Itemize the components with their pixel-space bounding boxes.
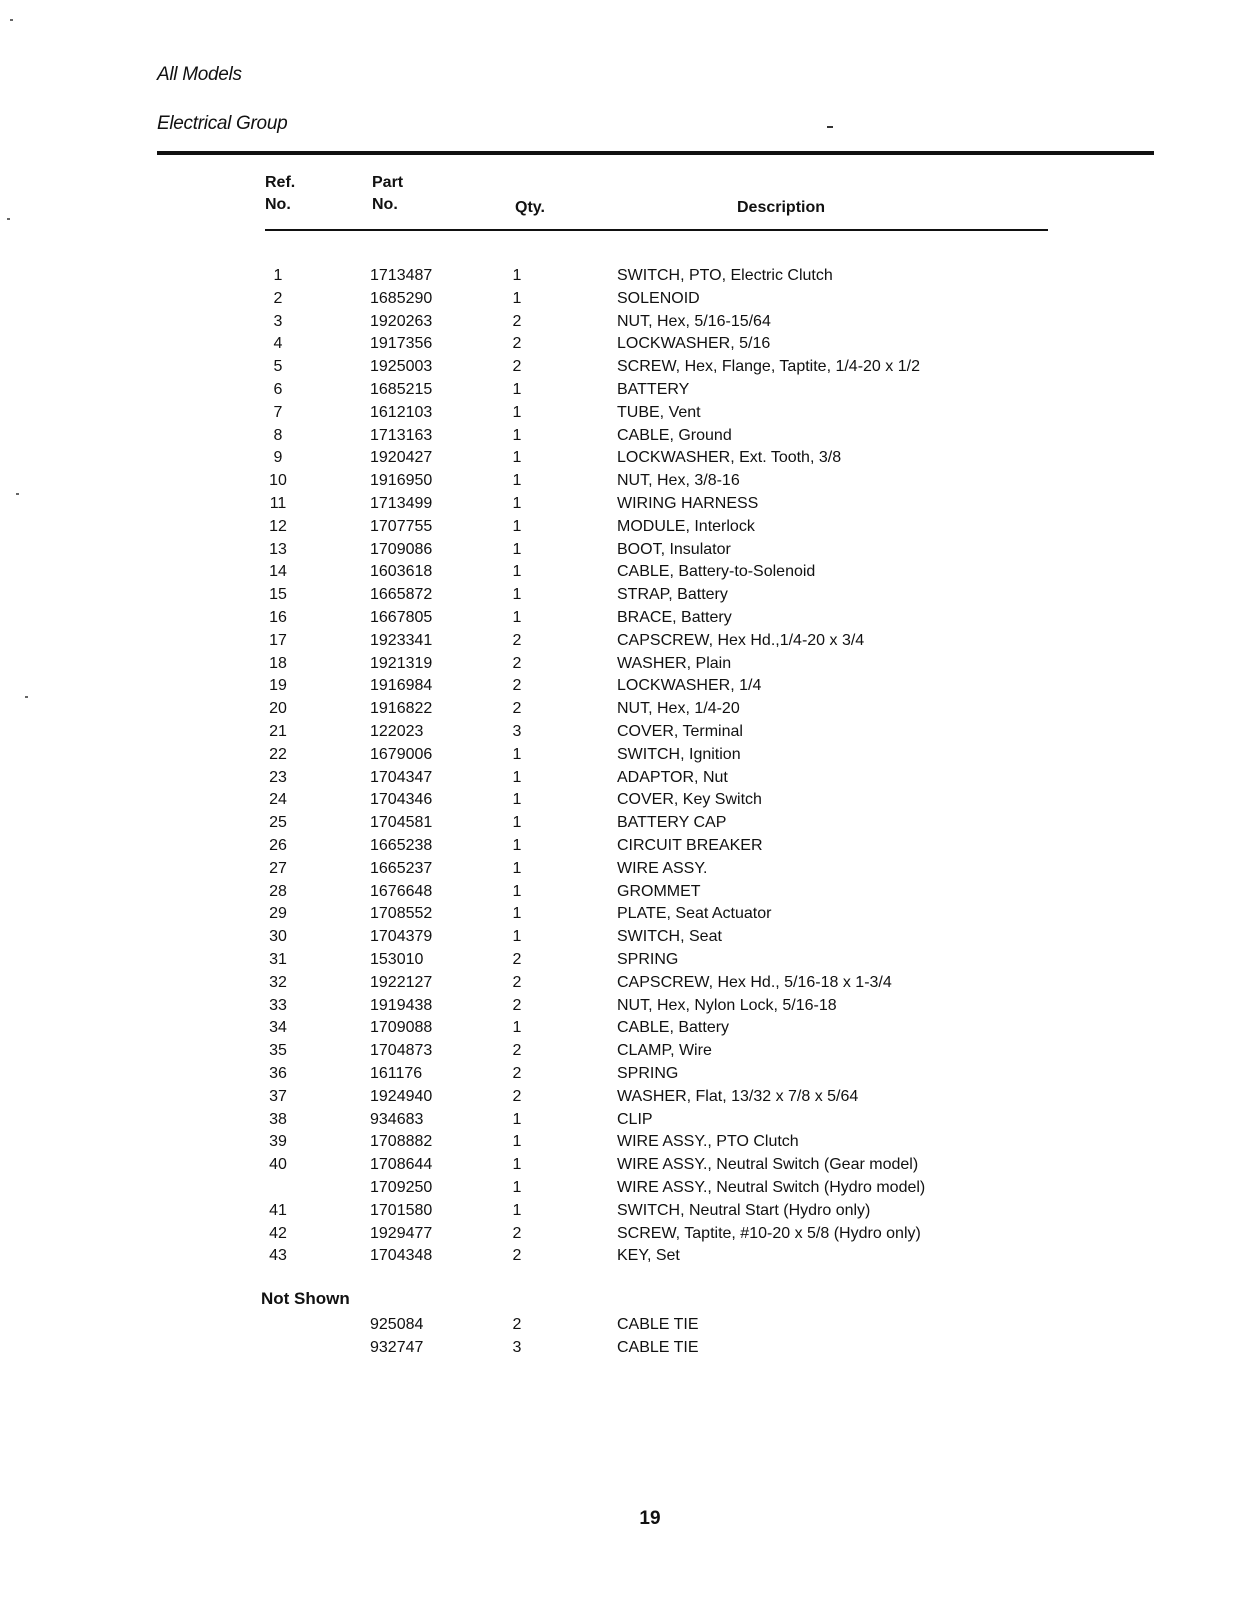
table-row: [0, 697, 1237, 720]
part-number-cell: 1708552: [370, 905, 433, 923]
page-number: 19: [639, 1508, 661, 1529]
ref-cell: 35: [269, 1042, 287, 1060]
part-number-cell: 161176: [370, 1065, 423, 1082]
part-number-cell: 1916984: [370, 677, 433, 695]
part-number-cell: 1924940: [370, 1087, 433, 1105]
part-number-cell: 1704873: [370, 1042, 433, 1060]
part-number-cell: 1704347: [370, 768, 433, 786]
qty-cell: 1: [512, 586, 522, 604]
table-row: [0, 492, 1237, 515]
description-cell: CAPSCREW, Hex Hd., 5/16-18 x 1-3/4: [617, 973, 892, 991]
qty-cell: 1: [512, 381, 522, 398]
part-number-cell: 1919438: [370, 996, 433, 1014]
table-row: [0, 811, 1237, 834]
description-cell: SPRING: [617, 1065, 679, 1082]
ref-cell: 8: [273, 426, 283, 444]
description-cell: SWITCH, Ignition: [617, 745, 741, 763]
table-row: [0, 1153, 1237, 1176]
part-number-cell: 1922127: [370, 973, 433, 991]
ref-cell: 29: [269, 905, 287, 923]
table-row: [0, 1108, 1237, 1131]
part-number-cell: 1709086: [370, 540, 433, 558]
part-number-cell: 1665238: [370, 837, 433, 854]
table-row: [0, 902, 1237, 925]
ref-cell: 17: [269, 631, 287, 649]
part-number-cell: 925084: [370, 1316, 424, 1333]
table-row: [0, 515, 1237, 538]
col-part-line1: Part: [372, 174, 404, 191]
part-number-cell: 934683: [370, 1110, 424, 1128]
description-cell: CABLE, Battery: [617, 1019, 730, 1037]
ref-cell: 37: [269, 1087, 287, 1105]
table-row: [0, 560, 1237, 583]
description-cell: CIRCUIT BREAKER: [617, 837, 763, 854]
ref-cell: 1: [273, 267, 283, 284]
part-number-cell: 1713499: [370, 495, 433, 512]
description-cell: WIRE ASSY., Neutral Switch (Gear model): [617, 1156, 919, 1174]
part-number-cell: 1704348: [370, 1247, 433, 1265]
part-number-cell: 1704379: [370, 928, 433, 946]
table-row: [0, 1130, 1237, 1153]
part-number-cell: 1920427: [370, 449, 433, 467]
table-row: [0, 310, 1237, 333]
description-cell: WASHER, Plain: [617, 654, 732, 672]
part-number-cell: 122023: [370, 723, 424, 740]
table-row: [0, 1313, 1237, 1336]
part-number-cell: 1707755: [370, 517, 433, 535]
qty-cell: 2: [512, 631, 522, 649]
description-cell: NUT, Hex, 5/16-15/64: [617, 312, 771, 330]
table-row: [0, 743, 1237, 766]
table-row: [0, 1176, 1237, 1199]
part-number-cell: 1916950: [370, 472, 433, 490]
qty-cell: 1: [512, 814, 522, 832]
ref-cell: 38: [269, 1110, 287, 1128]
description-cell: BATTERY: [617, 381, 690, 398]
qty-cell: 1: [512, 289, 522, 307]
description-cell: COVER, Terminal: [617, 723, 743, 740]
description-cell: CABLE TIE: [617, 1338, 699, 1356]
table-row: [0, 424, 1237, 447]
ref-cell: 39: [269, 1133, 287, 1151]
qty-cell: 2: [512, 1247, 522, 1265]
description-cell: LOCKWASHER, 1/4: [617, 677, 762, 695]
header-rule: [157, 151, 1154, 155]
qty-cell: 1: [512, 449, 522, 467]
description-cell: SPRING: [617, 951, 679, 968]
part-number-cell: 1916822: [370, 700, 433, 718]
description-cell: CLAMP, Wire: [617, 1042, 712, 1060]
table-row: [0, 948, 1237, 971]
ref-cell: 18: [269, 654, 287, 672]
qty-cell: 2: [512, 335, 522, 353]
qty-cell: 1: [512, 1110, 522, 1128]
table-row: [0, 1085, 1237, 1108]
group-heading: Electrical Group: [157, 113, 288, 134]
part-number-cell: 1704581: [370, 814, 433, 832]
qty-cell: 2: [512, 996, 522, 1014]
table-row: [0, 629, 1237, 652]
part-number-cell: 1704346: [370, 791, 433, 809]
table-row: [0, 766, 1237, 789]
qty-cell: 1: [512, 403, 522, 421]
ref-cell: 25: [269, 814, 287, 832]
qty-cell: 1: [512, 905, 522, 923]
part-number-cell: 1709088: [370, 1019, 433, 1037]
qty-cell: 1: [512, 859, 522, 877]
qty-cell: 2: [512, 973, 522, 991]
qty-cell: 2: [512, 1224, 522, 1242]
part-number-cell: 1685215: [370, 381, 433, 398]
table-row: [0, 971, 1237, 994]
ref-cell: 28: [269, 882, 287, 900]
ref-cell: 10: [269, 472, 287, 490]
part-number-cell: 1917356: [370, 335, 433, 353]
table-row: [0, 1039, 1237, 1062]
qty-cell: 1: [512, 1019, 522, 1037]
ref-cell: 41: [269, 1201, 287, 1219]
description-cell: WIRING HARNESS: [617, 495, 759, 512]
table-header-rule: [265, 229, 1048, 231]
description-cell: SCREW, Taptite, #10-20 x 5/8 (Hydro only): [617, 1224, 921, 1242]
part-number-cell: 932747: [370, 1338, 424, 1356]
part-number-cell: 1676648: [370, 882, 433, 900]
description-cell: BRACE, Battery: [617, 609, 732, 626]
ref-cell: 42: [269, 1224, 287, 1242]
description-cell: CABLE TIE: [617, 1316, 699, 1333]
table-row: [0, 1244, 1237, 1267]
table-row: [0, 652, 1237, 675]
description-cell: TUBE, Vent: [617, 403, 701, 421]
part-number-cell: 1612103: [370, 403, 433, 421]
qty-cell: 1: [512, 472, 522, 490]
part-number-cell: 1921319: [370, 654, 433, 672]
description-cell: ADAPTOR, Nut: [617, 768, 728, 786]
table-row: [0, 355, 1237, 378]
table-row: [0, 925, 1237, 948]
table-row: [0, 264, 1237, 287]
ref-cell: 30: [269, 928, 287, 946]
table-row: [0, 880, 1237, 903]
description-cell: CLIP: [617, 1110, 653, 1128]
qty-cell: 2: [512, 700, 522, 718]
table-row: [0, 674, 1237, 697]
ref-cell: 32: [269, 973, 287, 991]
description-cell: NUT, Hex, Nylon Lock, 5/16-18: [617, 996, 837, 1014]
ref-cell: 11: [269, 495, 287, 512]
part-number-cell: 1679006: [370, 745, 433, 763]
part-number-cell: 1665872: [370, 586, 433, 604]
qty-cell: 1: [512, 791, 522, 809]
part-number-cell: 1923341: [370, 631, 433, 649]
table-row: [0, 1016, 1237, 1039]
table-row: [0, 332, 1237, 355]
table-row: [0, 606, 1237, 629]
qty-cell: 2: [512, 654, 522, 672]
qty-cell: 1: [512, 837, 522, 854]
ref-cell: 20: [269, 700, 287, 718]
qty-cell: 1: [512, 745, 522, 763]
table-row: [0, 287, 1237, 310]
description-cell: CABLE, Battery-to-Solenoid: [617, 563, 816, 581]
qty-cell: 2: [512, 1065, 522, 1082]
part-number-cell: 1701580: [370, 1201, 433, 1219]
qty-cell: 2: [512, 1316, 522, 1333]
ref-cell: 26: [269, 837, 287, 854]
qty-cell: 3: [512, 723, 522, 740]
ref-cell: 33: [269, 996, 287, 1014]
table-row: [0, 788, 1237, 811]
ref-cell: 31: [269, 951, 287, 968]
part-number-cell: 1685290: [370, 289, 433, 307]
col-qty-header: Qty.: [515, 199, 545, 216]
description-cell: PLATE, Seat Actuator: [617, 905, 772, 923]
qty-cell: 1: [512, 1201, 522, 1219]
scan-speck: [7, 218, 10, 220]
description-cell: GROMMET: [617, 882, 701, 900]
ref-cell: 22: [269, 745, 287, 763]
table-row: [0, 834, 1237, 857]
description-cell: SOLENOID: [617, 289, 700, 307]
table-row: [0, 720, 1237, 743]
ref-cell: 43: [269, 1247, 287, 1265]
ref-cell: 40: [269, 1156, 287, 1174]
description-cell: WIRE ASSY.: [617, 859, 708, 877]
description-cell: SWITCH, Seat: [617, 928, 722, 946]
qty-cell: 1: [512, 928, 522, 946]
table-row: [0, 446, 1237, 469]
part-number-cell: 1713487: [370, 267, 433, 284]
ref-cell: 9: [273, 449, 283, 467]
description-cell: LOCKWASHER, 5/16: [617, 335, 771, 353]
table-row: [0, 1336, 1237, 1359]
qty-cell: 1: [512, 768, 522, 786]
models-heading: All Models: [157, 64, 242, 85]
table-row: [0, 857, 1237, 880]
table-row: [0, 1062, 1237, 1085]
col-ref-line2: No.: [265, 196, 291, 213]
ref-cell: 5: [273, 358, 283, 376]
description-cell: WIRE ASSY., Neutral Switch (Hydro model): [617, 1179, 926, 1196]
ref-cell: 21: [269, 723, 287, 740]
description-cell: WASHER, Flat, 13/32 x 7/8 x 5/64: [617, 1087, 859, 1105]
part-number-cell: 1708882: [370, 1133, 433, 1151]
qty-cell: 1: [512, 882, 522, 900]
description-cell: STRAP, Battery: [617, 586, 728, 604]
part-number-cell: 1603618: [370, 563, 433, 581]
ref-cell: 27: [269, 859, 287, 877]
table-row: [0, 401, 1237, 424]
qty-cell: 1: [512, 426, 522, 444]
col-ref-header: [265, 172, 295, 216]
qty-cell: 1: [512, 517, 522, 535]
scan-speck: [10, 19, 13, 21]
qty-cell: 1: [512, 1133, 522, 1151]
ref-cell: 36: [269, 1065, 287, 1082]
part-number-cell: 1925003: [370, 358, 433, 376]
ref-cell: 3: [273, 312, 283, 330]
qty-cell: 1: [512, 495, 522, 512]
table-row: [0, 469, 1237, 492]
part-number-cell: 1708644: [370, 1156, 433, 1174]
description-cell: NUT, Hex, 3/8-16: [617, 472, 740, 490]
qty-cell: 1: [512, 609, 522, 626]
ref-cell: 7: [273, 403, 283, 421]
col-ref-line1: Ref.: [265, 174, 296, 191]
part-number-cell: 1929477: [370, 1224, 433, 1242]
qty-cell: 2: [512, 358, 522, 376]
table-row: [0, 994, 1237, 1017]
qty-cell: 2: [512, 1087, 522, 1105]
not-shown-heading: Not Shown: [261, 1289, 350, 1308]
ref-cell: 6: [273, 381, 283, 398]
description-cell: SCREW, Hex, Flange, Taptite, 1/4-20 x 1/2: [617, 358, 920, 376]
description-cell: BOOT, Insulator: [617, 540, 731, 558]
ref-cell: 23: [269, 768, 287, 786]
qty-cell: 2: [512, 312, 522, 330]
description-cell: WIRE ASSY., PTO Clutch: [617, 1133, 799, 1151]
ref-cell: 14: [269, 563, 287, 581]
col-desc-header: Description: [737, 199, 826, 216]
ref-cell: 12: [269, 517, 287, 535]
qty-cell: 2: [512, 1042, 522, 1060]
part-number-cell: 1665237: [370, 859, 433, 877]
description-cell: SWITCH, Neutral Start (Hydro only): [617, 1201, 871, 1219]
ref-cell: 24: [269, 791, 287, 809]
table-row: [0, 538, 1237, 561]
qty-cell: 1: [512, 267, 522, 284]
table-row: [0, 1222, 1237, 1245]
qty-cell: 1: [512, 1179, 522, 1196]
ref-cell: 2: [273, 289, 283, 307]
ref-cell: 4: [273, 335, 283, 353]
part-number-cell: 1709250: [370, 1179, 433, 1196]
qty-cell: 2: [512, 677, 522, 695]
col-part-line2: No.: [372, 196, 398, 213]
ref-cell: 19: [269, 677, 287, 695]
description-cell: BATTERY CAP: [617, 814, 727, 832]
table-row: [0, 1199, 1237, 1222]
ref-cell: 13: [269, 540, 287, 558]
description-cell: COVER, Key Switch: [617, 791, 762, 809]
description-cell: NUT, Hex, 1/4-20: [617, 700, 740, 718]
table-row: [0, 378, 1237, 401]
description-cell: CABLE, Ground: [617, 426, 732, 444]
part-number-cell: 1713163: [370, 426, 433, 444]
stray-mark: [827, 126, 833, 128]
description-cell: MODULE, Interlock: [617, 517, 755, 535]
part-number-cell: 1920263: [370, 312, 433, 330]
ref-cell: 15: [269, 586, 287, 604]
col-part-header: [372, 172, 403, 216]
qty-cell: 1: [512, 540, 522, 558]
description-cell: CAPSCREW, Hex Hd.,1/4-20 x 3/4: [617, 631, 865, 649]
table-row: [0, 583, 1237, 606]
description-cell: SWITCH, PTO, Electric Clutch: [617, 267, 833, 284]
qty-cell: 3: [512, 1338, 522, 1356]
ref-cell: 16: [269, 609, 287, 626]
ref-cell: 34: [269, 1019, 287, 1037]
description-cell: KEY, Set: [617, 1247, 680, 1265]
part-number-cell: 1667805: [370, 609, 433, 626]
qty-cell: 1: [512, 563, 522, 581]
part-number-cell: 153010: [370, 951, 424, 968]
description-cell: LOCKWASHER, Ext. Tooth, 3/8: [617, 449, 842, 467]
qty-cell: 2: [512, 951, 522, 968]
qty-cell: 1: [512, 1156, 522, 1174]
